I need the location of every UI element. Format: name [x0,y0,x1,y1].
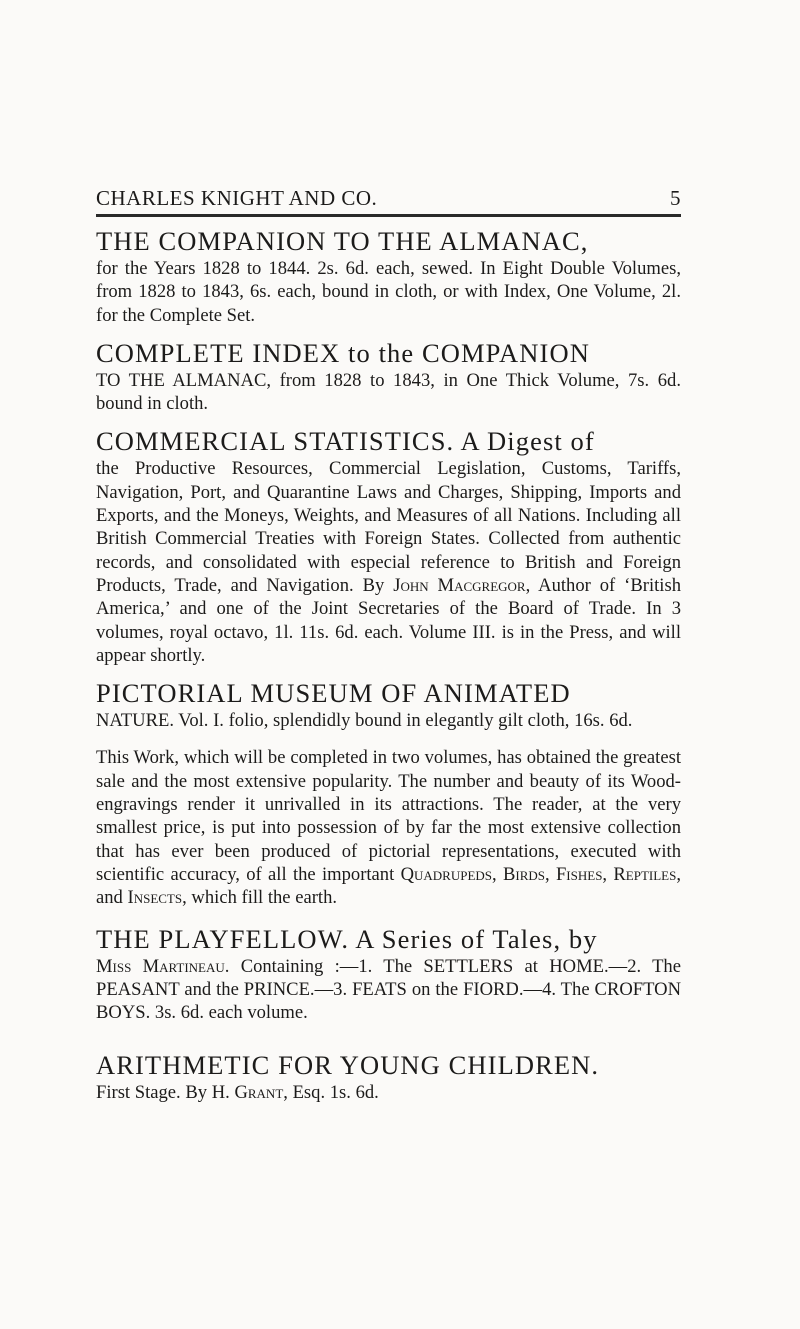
entry-body-before: the Productive Resources, Commercial Legislation, Customs, Tariffs, Navigation, Port, and Quarantine Laws and Charges, Shipping, Imports and Exports, and the Moneys, Weights, and Measures of all Nations. Including all British Commercial Treaties with Foreign States. Collected from authentic records, and consolidated with especial reference to British and Foreign Products, Trade, and Navigation. By [96,458,681,596]
entry-body-text: Containing :—1. The SETTLERS at HOME.—2. The PEASANT and the PRINCE.—3. FEATS on the FIORD.—4. The CROFTON BOYS. 3s. 6d. each volume. [96,955,681,1024]
entry-commercial-statistics [96,426,681,667]
entry-complete-index [96,338,681,416]
catalogue-entries [96,226,681,1105]
entry-body [96,1081,681,1104]
description-before: This Work, which will be completed in two volumes, has obtained the greatest sale and the most extensive popularity. The number and beauty of its Wood-engravings render it unrivalled in its attractions. The reader, at the very smallest price, is put into possession of by far the most extensive collection that has ever been produced of pictorial representations, executed with scientific accuracy, of all the important [96,747,681,885]
book-page [96,0,681,1329]
entry-title: PICTORIAL MUSEUM OF ANIMATED [96,678,571,709]
description-caps: Quadrupeds, Birds, Fishes, Reptiles, [400,863,681,885]
entry-title: COMMERCIAL STATISTICS. A Digest of [96,426,595,457]
entry-description [96,746,681,909]
entry-body [96,955,681,1025]
entry-companion-almanac [96,226,681,327]
entry-body: TO THE ALMANAC, from 1828 to 1843, in One Thick Volume, 7s. 6d. bound in cloth. [96,369,681,415]
entry-author: Grant, [234,1082,288,1104]
description-mid: and [96,887,123,909]
entry-body: NATURE. Vol. I. folio, splendidly bound in elegantly gilt cloth, 16s. 6d. [96,710,633,732]
page-number: 5 [670,186,681,210]
entry-title: THE PLAYFELLOW. A Series of Tales, by [96,923,598,954]
entry-body-after: Esq. 1s. 6d. [292,1082,379,1104]
entry-body [96,457,681,667]
entry-body: for the Years 1828 to 1844. 2s. 6d. each, sewed. In Eight Double Volumes, from 1828 to 1843, 6s. each, bound in cloth, or with Index, One Volume, 2l. for the Complete Set. [96,258,681,326]
entry-author: Miss Martineau. [96,955,230,977]
entry-pictorial-museum [96,678,681,909]
entry-body-before: First Stage. By H. [96,1082,230,1104]
entry-playfellow [96,924,681,1025]
entry-body-after: Author of ‘British America,’ and one of the Joint Secretaries of the Board of Trade. In 3 volumes, royal octavo, 1l. 11s. 6d. each. Volume III. is in the Press, and will appear shortly. [96,574,681,666]
header-rule [96,214,681,217]
running-head-title: CHARLES KNIGHT AND CO. [96,186,378,210]
running-head [96,186,681,211]
description-caps-2: Insects, [127,887,187,909]
entry-arithmetic [96,1050,681,1104]
entry-title: ARITHMETIC FOR YOUNG CHILDREN. [96,1050,600,1081]
entry-title: THE COMPANION TO THE ALMANAC, [96,226,589,256]
description-after: which fill the earth. [191,887,338,909]
entry-author: John Macgregor, [393,574,531,596]
entry-title: COMPLETE INDEX to the COMPANION [96,337,590,368]
